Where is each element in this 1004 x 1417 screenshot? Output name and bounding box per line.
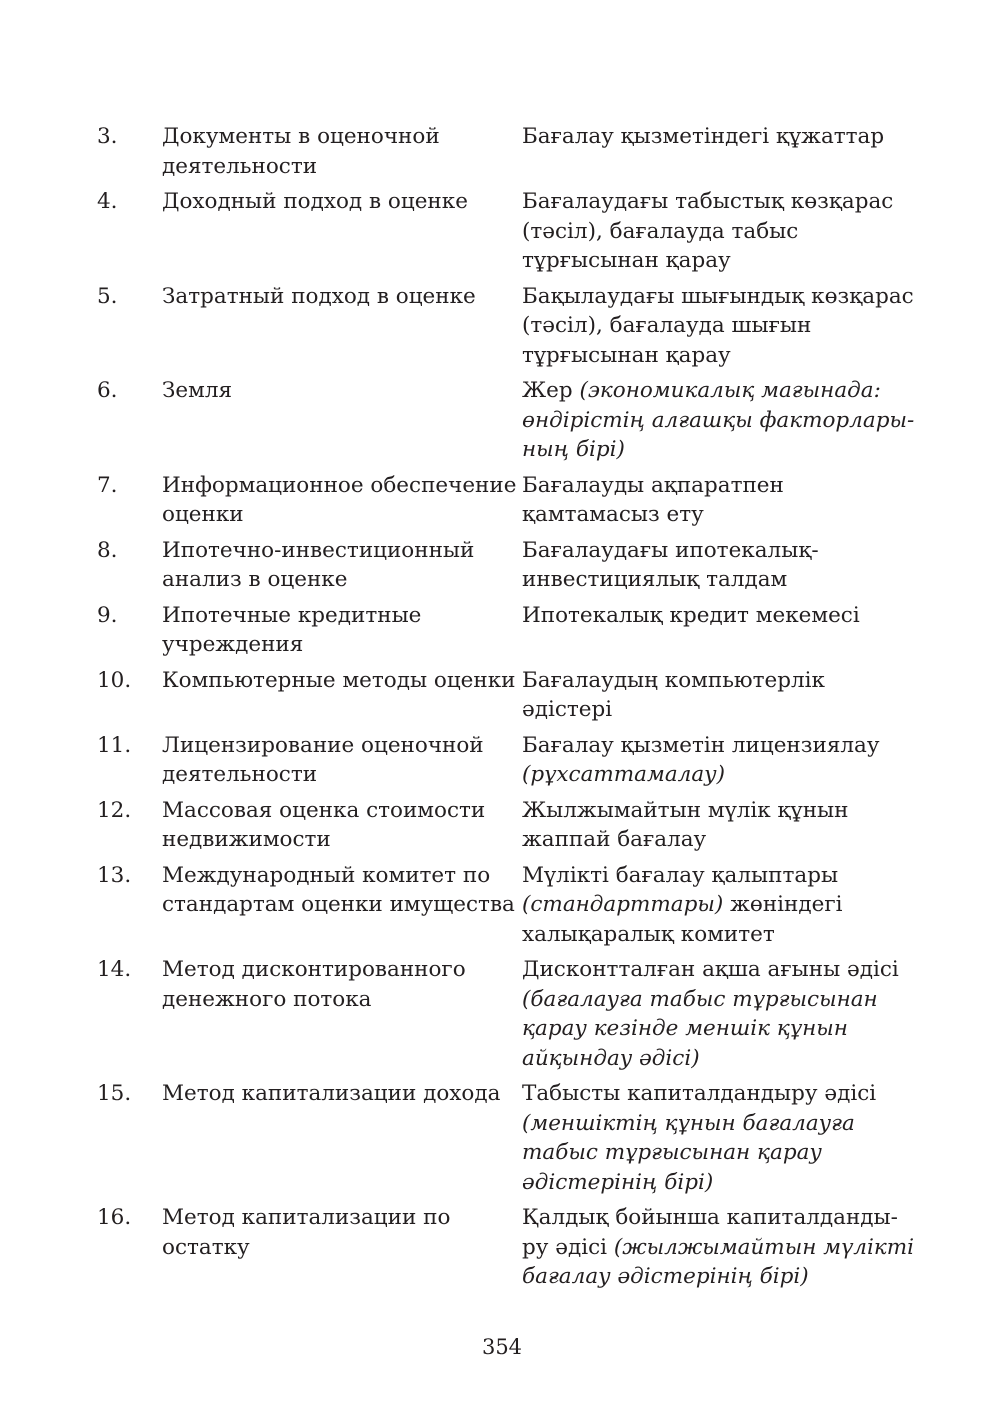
kazakh-term-main: Бағалаудағы табыстық көзқарас (тәсіл), бағалауда табыс тұрғысынан қарау <box>522 189 894 273</box>
russian-term: Метод капитализации по остатку <box>162 1205 451 1260</box>
kazakh-term <box>522 1079 917 1197</box>
kazakh-term-main: Жылжымайтын мүлік құнын жаппай бағалау <box>522 797 849 852</box>
kazakh-term <box>522 187 917 276</box>
kazakh-term-main: Табысты капиталдандыру әдісі <box>522 1081 877 1106</box>
kazakh-term-note: (жылжымайтын мүлікті бағалау әдістерінің бірі) <box>522 1234 914 1289</box>
entry-number: 4. <box>97 189 118 214</box>
glossary-entry <box>97 601 917 660</box>
glossary-entry <box>97 1079 917 1197</box>
entry-number: 12. <box>97 797 132 823</box>
entry-number: 14. <box>97 957 132 982</box>
entry-number: 11. <box>97 732 132 758</box>
glossary-table <box>97 122 917 1298</box>
entry-number: 6. <box>97 378 118 403</box>
entry-number: 9. <box>97 602 118 628</box>
kazakh-term-main: Бағалау қызметіндегі құжаттар <box>522 124 885 149</box>
kazakh-term-main: Ипотекалық кредит мекемесі <box>522 602 860 628</box>
russian-term: Документы в оценочной деятельности <box>162 124 440 179</box>
russian-term: Метод дисконтированного денежного потока <box>162 957 466 1012</box>
kazakh-term <box>522 666 917 725</box>
glossary-entry <box>97 376 917 465</box>
kazakh-term-note: (рұхсаттамалау) <box>522 762 726 787</box>
kazakh-term-main: Мүлікті бағалау қалыптары <box>522 862 839 888</box>
russian-term: Доходный подход в оценке <box>162 189 468 214</box>
kazakh-term-main: Бағалаудағы ипотекалық-инвестициялық талдам <box>522 537 819 592</box>
entry-number: 7. <box>97 472 118 498</box>
russian-term: Лицензирование оценочной деятельности <box>162 732 484 787</box>
russian-term: Информационное обеспечение оценки <box>162 472 517 527</box>
entry-number: 5. <box>97 283 118 309</box>
kazakh-term <box>522 601 917 660</box>
entry-number: 8. <box>97 537 118 563</box>
entry-number: 3. <box>97 124 118 149</box>
glossary-entry <box>97 536 917 595</box>
glossary-entry <box>97 122 917 181</box>
kazakh-term-note: (экономикалық мағынада: өндірістің алғашқы факторларының бірі) <box>522 378 915 462</box>
glossary-entry <box>97 796 917 855</box>
kazakh-term <box>522 471 917 530</box>
russian-term: Международный комитет по стандартам оценки имущества <box>162 862 515 917</box>
page-number: 354 <box>481 1335 523 1359</box>
kazakh-term-main: Жер <box>522 378 580 403</box>
glossary-entry <box>97 955 917 1073</box>
russian-term: Затратный подход в оценке <box>162 283 476 309</box>
entry-number: 13. <box>97 862 132 888</box>
russian-term: Ипотечно-инвестиционный анализ в оценке <box>162 537 475 592</box>
entry-number: 16. <box>97 1205 132 1230</box>
russian-term: Метод капитализации дохода <box>162 1081 501 1106</box>
glossary-entry <box>97 731 917 790</box>
glossary-entry <box>97 187 917 276</box>
entry-number: 10. <box>97 667 132 693</box>
glossary-entry <box>97 471 917 530</box>
kazakh-term-note: (меншіктің құнын бағалауға табыс тұрғысынан қарау әдістерінің бірі) <box>522 1110 855 1195</box>
kazakh-term <box>522 861 917 950</box>
kazakh-term-main: Қалдық бойынша капиталдандыру әдісі <box>522 1205 898 1260</box>
kazakh-term-note: (бағалауға табыс тұрғысынан қарау кезінде меншік құнын айқындау әдісі) <box>522 986 878 1071</box>
glossary-entry <box>97 282 917 371</box>
kazakh-term <box>522 376 917 465</box>
kazakh-term-main: Бағалауды ақпаратпен қамтамасыз ету <box>522 472 784 527</box>
kazakh-term-main: Бағалау қызметін лицензиялау <box>522 732 880 758</box>
russian-term: Земля <box>162 378 233 403</box>
kazakh-term-tail: жөніндегі халықаралық комитет <box>522 892 843 947</box>
russian-term: Компьютерные методы оценки <box>162 667 516 693</box>
glossary-entry <box>97 666 917 725</box>
kazakh-term-main: Бағалаудың компьютерлік әдістері <box>522 667 825 722</box>
glossary-entry <box>97 1203 917 1292</box>
kazakh-term <box>522 796 917 855</box>
kazakh-term <box>522 122 917 181</box>
entry-number: 15. <box>97 1081 132 1106</box>
kazakh-term <box>522 536 917 595</box>
kazakh-term-main: Дисконтталған ақша ағыны әдісі <box>522 957 899 982</box>
kazakh-term-main: Бақылаудағы шығындық көзқарас (тәсіл), бағалауда шығын тұрғысынан қарау <box>522 283 914 368</box>
glossary-entry <box>97 861 917 950</box>
kazakh-term <box>522 1203 917 1292</box>
kazakh-term <box>522 955 917 1073</box>
russian-term: Массовая оценка стоимости недвижимости <box>162 797 486 852</box>
kazakh-term-note: (стандарттары) <box>522 892 724 917</box>
kazakh-term <box>522 731 917 790</box>
kazakh-term <box>522 282 917 371</box>
russian-term: Ипотечные кредитные учреждения <box>162 602 422 657</box>
